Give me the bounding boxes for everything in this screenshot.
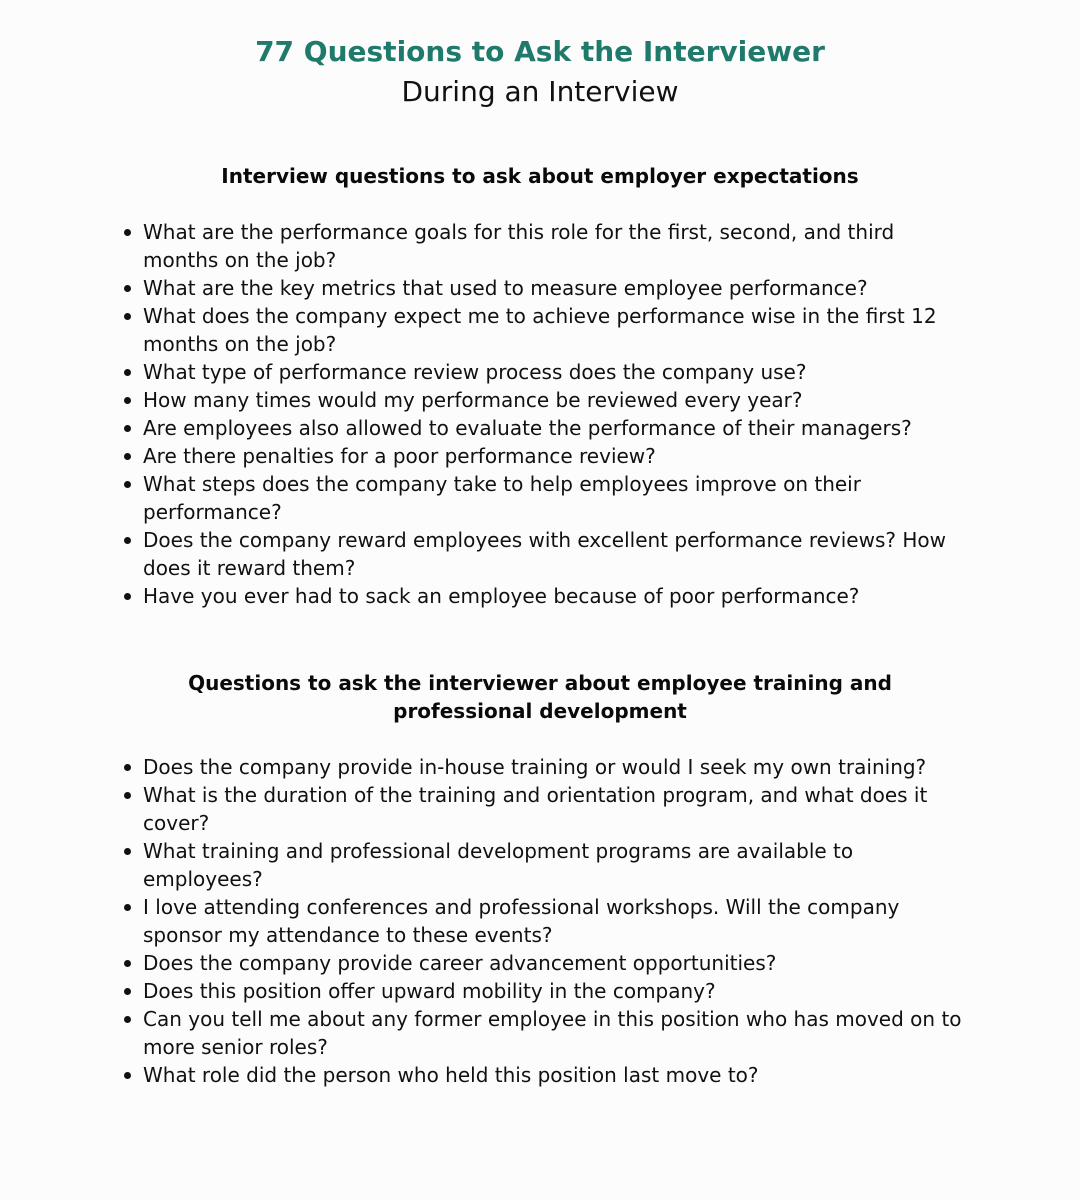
list-item: What type of performance review process does the company use? <box>120 358 970 386</box>
list-item: Are employees also allowed to evaluate the performance of their managers? <box>120 414 970 442</box>
list-item: How many times would my performance be reviewed every year? <box>120 386 970 414</box>
list-item: What does the company expect me to achieve performance wise in the first 12 months on the job? <box>120 302 970 358</box>
list-item: Does the company provide career advancement opportunities? <box>120 949 970 977</box>
list-item: Are there penalties for a poor performance review? <box>120 442 970 470</box>
list-item: Have you ever had to sack an employee because of poor performance? <box>120 582 970 610</box>
training-development-list <box>120 753 970 1089</box>
list-item: Does the company provide in-house training or would I seek my own training? <box>120 753 970 781</box>
page-title: 77 Questions to Ask the Interviewer <box>255 35 825 68</box>
list-item: What role did the person who held this position last move to? <box>120 1061 970 1089</box>
page-subtitle: During an Interview <box>401 75 679 108</box>
list-item: Does this position offer upward mobility in the company? <box>120 977 970 1005</box>
list-item: What is the duration of the training and orientation program, and what does it cover? <box>120 781 970 837</box>
employer-expectations-list <box>120 218 970 610</box>
section-heading-employer-expectations: Interview questions to ask about employer expectations <box>221 164 859 188</box>
list-item: Does the company reward employees with excellent performance reviews? How does it reward them? <box>120 526 970 582</box>
list-item: What are the key metrics that used to measure employee performance? <box>120 274 970 302</box>
section-heading-training-development: Questions to ask the interviewer about employee training and professional development <box>188 671 892 723</box>
list-item: Can you tell me about any former employee in this position who has moved on to more senior roles? <box>120 1005 970 1061</box>
list-item: What training and professional development programs are available to employees? <box>120 837 970 893</box>
list-item: What are the performance goals for this role for the first, second, and third months on the job? <box>120 218 970 274</box>
list-item: I love attending conferences and professional workshops. Will the company sponsor my attendance to these events? <box>120 893 970 949</box>
list-item: What steps does the company take to help employees improve on their performance? <box>120 470 970 526</box>
